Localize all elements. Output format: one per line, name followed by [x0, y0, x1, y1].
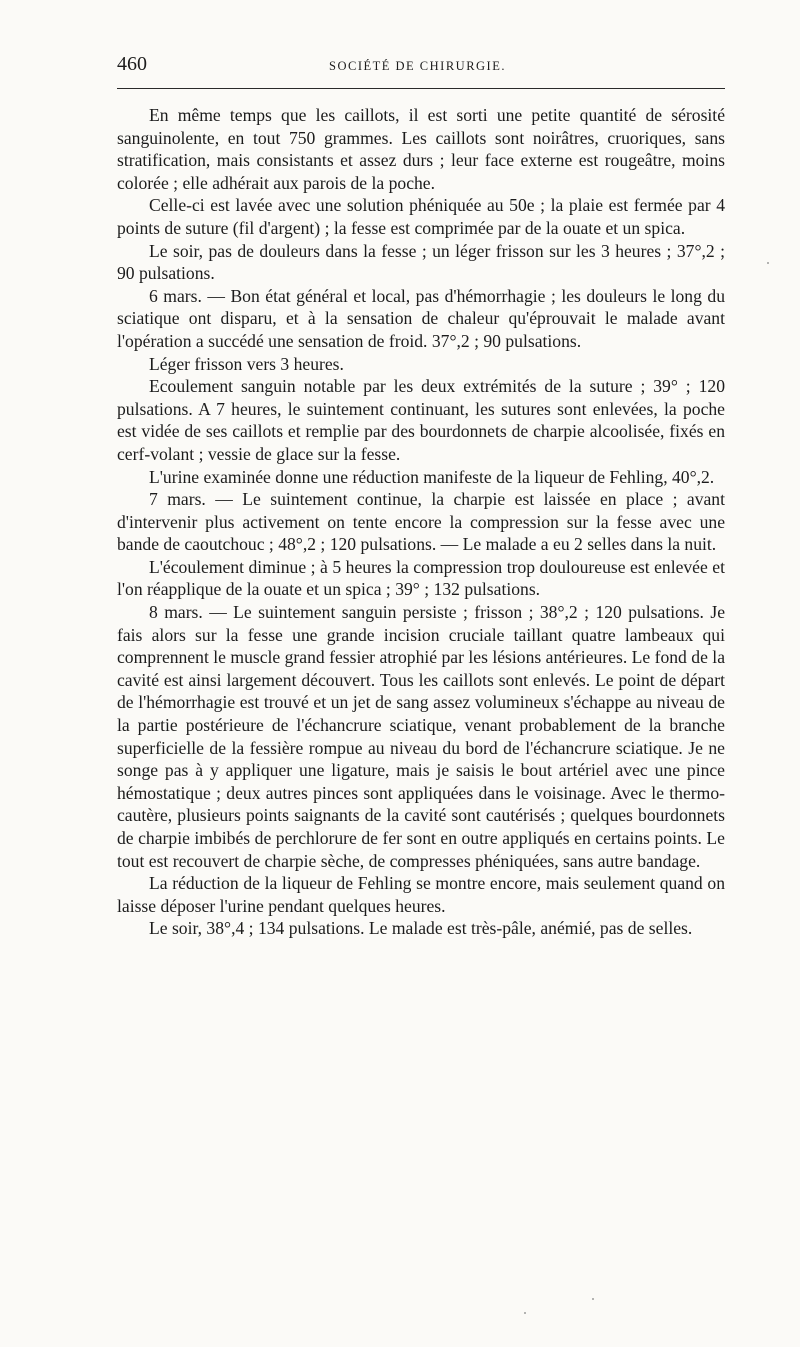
paragraph: Le soir, pas de douleurs dans la fesse ; un léger frisson sur les 3 heures ; 37°,2 ; 90 pulsations. [117, 240, 725, 284]
paragraph: L'écoulement diminue ; à 5 heures la compression trop douloureuse est enlevée et l'on réapplique de la ouate et un spica ; 39° ; 132 pulsations. [117, 556, 725, 600]
paragraph: Celle-ci est lavée avec une solution phéniquée au 50e ; la plaie est fermée par 4 points de suture (fil d'argent) ; la fesse est comprimée par de la ouate et un spica. [117, 195, 725, 238]
paragraph: En même temps que les caillots, il est sorti une petite quantité de sérosité sanguinolente, en tout 750 grammes. Les caillots sont noirâtres, cruoriques, sans stratification, mais consistants et assez durs ; leur face externe est rougeâtre, moins colorée ; elle adhérait aux parois de la poche. [117, 105, 725, 193]
paragraph: La réduction de la liqueur de Fehling se montre encore, mais seulement quand on laisse déposer l'urine pendant quelques heures. [117, 873, 725, 916]
paragraph: Léger frisson vers 3 heures. [149, 353, 344, 374]
page-number: 460 [117, 53, 147, 75]
printed-page [117, 52, 725, 939]
paper-speck [524, 1312, 526, 1314]
paper-speck [592, 1298, 594, 1300]
page-header [117, 52, 725, 82]
paragraph: L'urine examinée donne une réduction manifeste de la liqueur de Fehling, 40°,2. [149, 466, 715, 487]
paragraph: 8 mars. — Le suintement sanguin persiste ; frisson ; 38°,2 ; 120 pulsations. Je fais alors sur la fesse une grande incision cruciale taillant quatre lambeaux qui comprennent le muscle grand fessier atrophié par les lésions antérieures. Le fond de la cavité est ainsi largement découvert. Tous les caillots sont enlevés. Le point de départ de l'hémorrhagie est trouvé et un jet de sang assez volumineux s'échappe au niveau de la partie postérieure de l'échancrure sciatique, venant probablement de la branche superficielle de la fessière rompue au niveau du bord de l'échancrure sciatique. Je ne songe pas à y appliquer une ligature, mais je saisis le bout artériel avec une pince hémostatique ; deux autres pinces sont appliquées dans le voisinage. Avec le thermo-cautère, plusieurs points saignants de la cavité sont cautérisés ; quelques bourdonnets de charpie imbibés de perchlorure de fer sont en outre appliqués en certains points. Le tout est recouvert de charpie sèche, de compresses phéniquées, sans autre bandage. [117, 602, 725, 871]
running-title: SOCIÉTÉ DE CHIRURGIE. [329, 59, 506, 73]
paragraph: Ecoulement sanguin notable par les deux extrémités de la suture ; 39° ; 120 pulsations. A 7 heures, le suintement continuant, les sutures sont enlevées, la poche est vidée de ses caillots et remplie par des bourdonnets de charpie alcoolisée, fixés en cerf-volant ; vessie de glace sur la fesse. [117, 376, 725, 464]
paragraph: 6 mars. — Bon état général et local, pas d'hémorrhagie ; les douleurs le long du sciatique ont disparu, et à la sensation de chaleur qu'éprouvait le malade avant l'opération a succédé une sensation de froid. 37°,2 ; 90 pulsations. [117, 285, 725, 351]
paragraph: 7 mars. — Le suintement continue, la charpie est laissée en place ; avant d'intervenir plus activement on tente encore la compression sur la fesse avec une bande de caoutchouc ; 48°,2 ; 120 pulsations. — Le malade a eu 2 selles dans la nuit. [117, 489, 725, 555]
header-rule [117, 88, 725, 89]
body-text [117, 104, 725, 940]
paper-speck [767, 262, 769, 264]
paragraph: Le soir, 38°,4 ; 134 pulsations. Le malade est très-pâle, anémié, pas de selles. [149, 918, 693, 939]
